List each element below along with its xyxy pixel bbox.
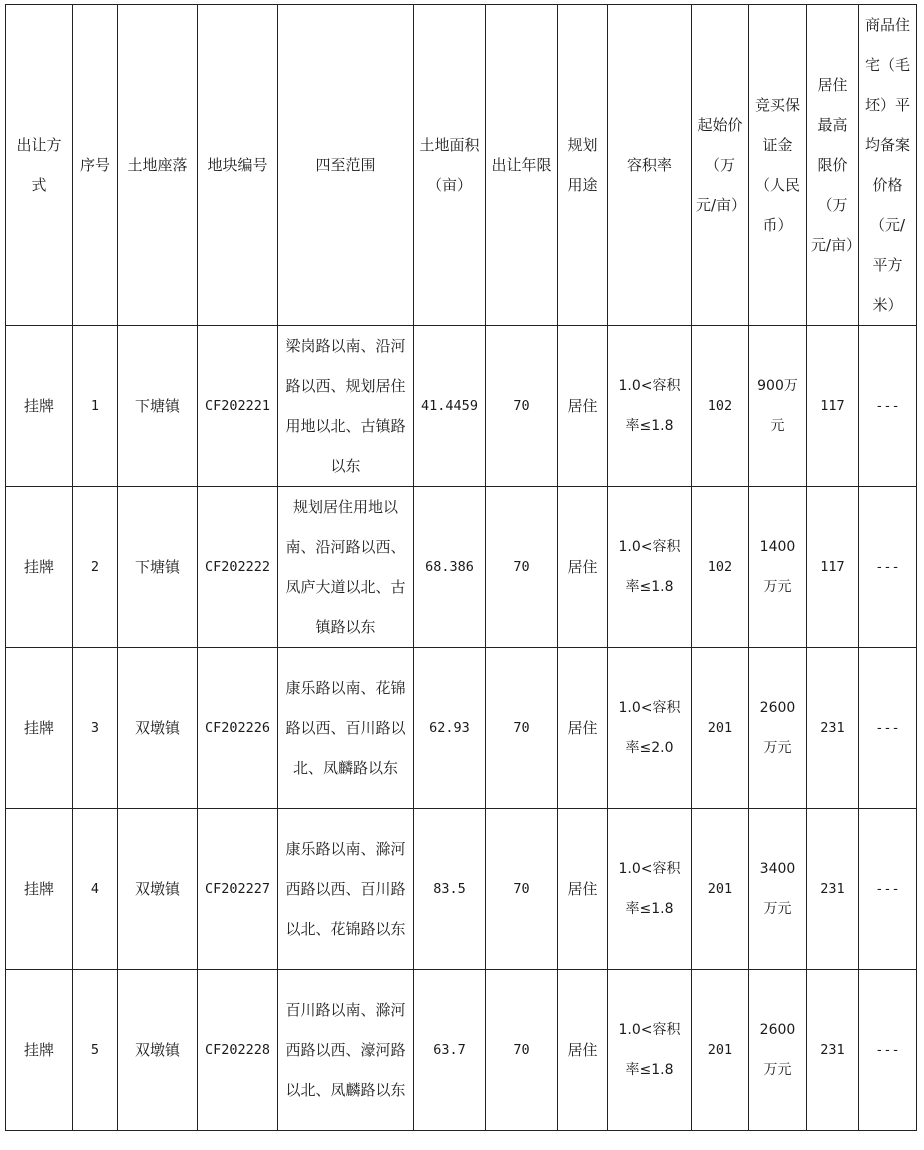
cell-start-price: 102: [692, 487, 749, 648]
cell-no: 2: [73, 487, 118, 648]
cell-avg-price: ---: [859, 809, 917, 970]
cell-deposit: 2600万元: [749, 648, 807, 809]
cell-start-price: 201: [692, 970, 749, 1131]
header-method: 出让方式: [6, 5, 73, 326]
header-no: 序号: [73, 5, 118, 326]
cell-deposit: 2600万元: [749, 970, 807, 1131]
cell-max-price: 231: [807, 809, 859, 970]
cell-area: 83.5: [414, 809, 486, 970]
header-term: 出让年限: [486, 5, 558, 326]
land-auction-table-container: [5, 4, 917, 1131]
cell-method: 挂牌: [6, 326, 73, 487]
cell-use: 居住: [558, 487, 608, 648]
cell-location: 下塘镇: [118, 487, 198, 648]
header-ratio: 容积率: [608, 5, 692, 326]
header-avg-price: 商品住宅（毛坯）平均备案价格（元/平方米）: [859, 5, 917, 326]
cell-term: 70: [486, 809, 558, 970]
cell-use: 居住: [558, 326, 608, 487]
cell-method: 挂牌: [6, 970, 73, 1131]
cell-deposit: 1400万元: [749, 487, 807, 648]
cell-location: 双墩镇: [118, 648, 198, 809]
cell-term: 70: [486, 326, 558, 487]
cell-ratio: 1.0<容积率≤1.8: [608, 326, 692, 487]
cell-parcel-id: CF202227: [198, 809, 278, 970]
table-row: [6, 648, 917, 809]
header-boundary: 四至范围: [278, 5, 414, 326]
cell-term: 70: [486, 648, 558, 809]
table-row: [6, 487, 917, 648]
cell-ratio: 1.0<容积率≤1.8: [608, 809, 692, 970]
cell-method: 挂牌: [6, 809, 73, 970]
cell-area: 63.7: [414, 970, 486, 1131]
cell-area: 62.93: [414, 648, 486, 809]
cell-location: 双墩镇: [118, 970, 198, 1131]
cell-area: 68.386: [414, 487, 486, 648]
cell-method: 挂牌: [6, 487, 73, 648]
cell-term: 70: [486, 487, 558, 648]
cell-max-price: 231: [807, 648, 859, 809]
cell-no: 4: [73, 809, 118, 970]
header-max-price: 居住最高限价（万元/亩）: [807, 5, 859, 326]
header-location: 土地座落: [118, 5, 198, 326]
cell-ratio: 1.0<容积率≤1.8: [608, 970, 692, 1131]
cell-location: 双墩镇: [118, 809, 198, 970]
cell-method: 挂牌: [6, 648, 73, 809]
land-auction-table: [5, 4, 917, 1131]
header-area: 土地面积（亩）: [414, 5, 486, 326]
header-parcel-id: 地块编号: [198, 5, 278, 326]
cell-boundary: 百川路以南、滁河西路以西、濠河路以北、凤麟路以东: [278, 970, 414, 1131]
table-row: [6, 326, 917, 487]
cell-no: 5: [73, 970, 118, 1131]
cell-boundary: 规划居住用地以南、沿河路以西、凤庐大道以北、古镇路以东: [278, 487, 414, 648]
cell-use: 居住: [558, 809, 608, 970]
cell-no: 1: [73, 326, 118, 487]
cell-boundary: 康乐路以南、花锦路以西、百川路以北、凤麟路以东: [278, 648, 414, 809]
cell-start-price: 201: [692, 648, 749, 809]
cell-no: 3: [73, 648, 118, 809]
cell-parcel-id: CF202222: [198, 487, 278, 648]
table-row: [6, 809, 917, 970]
cell-max-price: 117: [807, 326, 859, 487]
cell-deposit: 3400万元: [749, 809, 807, 970]
header-start-price: 起始价（万元/亩）: [692, 5, 749, 326]
cell-avg-price: ---: [859, 487, 917, 648]
cell-use: 居住: [558, 648, 608, 809]
cell-ratio: 1.0<容积率≤2.0: [608, 648, 692, 809]
cell-boundary: 康乐路以南、滁河西路以西、百川路以北、花锦路以东: [278, 809, 414, 970]
table-row: [6, 970, 917, 1131]
cell-term: 70: [486, 970, 558, 1131]
cell-max-price: 117: [807, 487, 859, 648]
cell-parcel-id: CF202228: [198, 970, 278, 1131]
cell-deposit: 900万元: [749, 326, 807, 487]
header-deposit: 竞买保证金（人民币）: [749, 5, 807, 326]
cell-use: 居住: [558, 970, 608, 1131]
cell-ratio: 1.0<容积率≤1.8: [608, 487, 692, 648]
cell-parcel-id: CF202221: [198, 326, 278, 487]
table-header-row: [6, 5, 917, 326]
cell-location: 下塘镇: [118, 326, 198, 487]
cell-avg-price: ---: [859, 648, 917, 809]
cell-start-price: 102: [692, 326, 749, 487]
cell-avg-price: ---: [859, 970, 917, 1131]
cell-parcel-id: CF202226: [198, 648, 278, 809]
cell-start-price: 201: [692, 809, 749, 970]
cell-avg-price: ---: [859, 326, 917, 487]
cell-boundary: 梁岗路以南、沿河路以西、规划居住用地以北、古镇路以东: [278, 326, 414, 487]
cell-area: 41.4459: [414, 326, 486, 487]
cell-max-price: 231: [807, 970, 859, 1131]
header-use: 规划用途: [558, 5, 608, 326]
